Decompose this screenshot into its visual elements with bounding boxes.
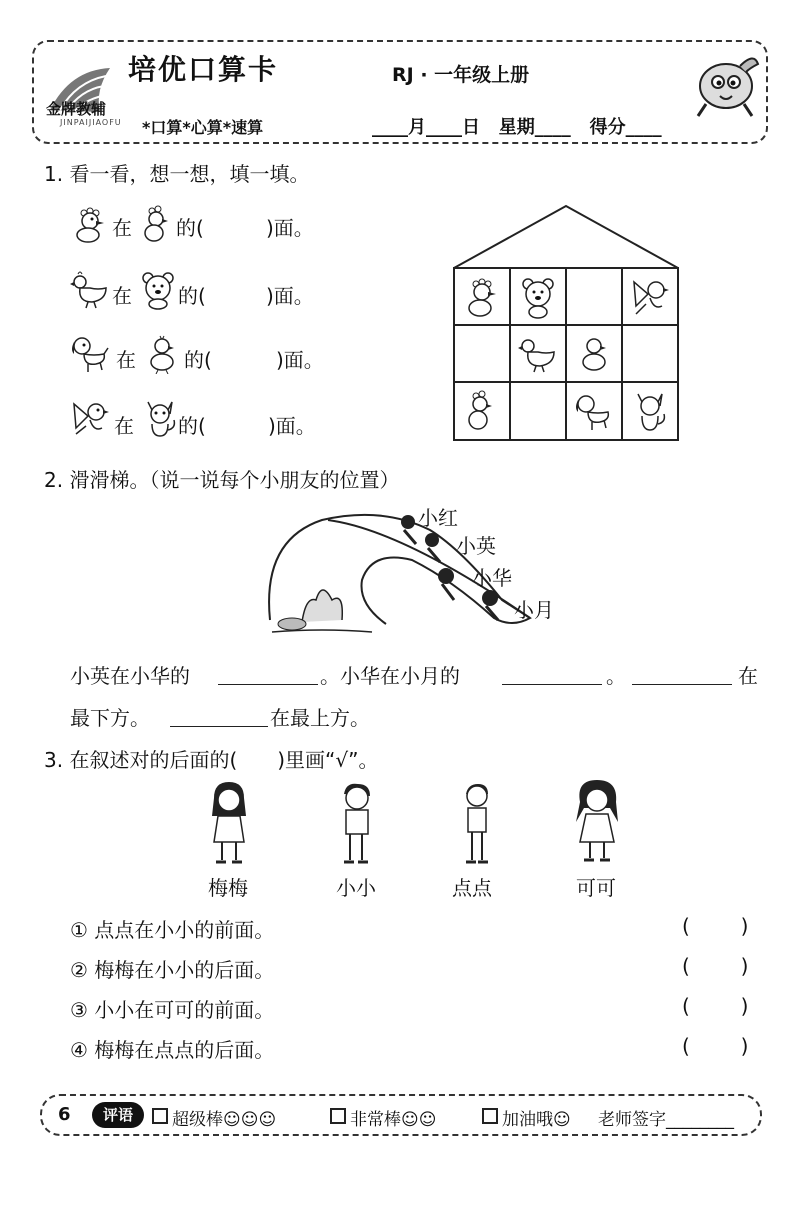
grid-bird-icon <box>634 282 669 314</box>
edition-label: RJ · 一年级上册 <box>392 64 530 86</box>
answer-blank-end: )面。 <box>266 284 314 308</box>
q2-title: 2. 滑滑梯。（说一说每个小朋友的位置） <box>44 468 400 492</box>
word-of: 的( <box>176 216 204 240</box>
hen-icon <box>70 270 110 310</box>
q2-line1-part3: 。 <box>606 664 626 688</box>
word-in: 在 <box>112 284 132 308</box>
slide-illustration <box>262 500 562 645</box>
checkbox-super[interactable] <box>152 1108 168 1124</box>
kid-label-keke: 可可 <box>576 876 616 900</box>
mascot-icon <box>684 46 764 122</box>
option-super-label: 超级棒☺☺☺ <box>172 1110 277 1130</box>
name-xiaoyue: 小月 <box>514 598 554 622</box>
grid-bear-icon <box>523 279 553 318</box>
answer-paren-2[interactable]: ( ) <box>682 954 749 978</box>
duck-with-flowers-icon <box>70 205 110 245</box>
teacher-signature: 老师签字________ <box>598 1110 734 1130</box>
answer-paren-4[interactable]: ( ) <box>682 1034 749 1058</box>
boy-xiaoxiao-icon <box>330 780 384 866</box>
statement-4: ④ 梅梅在点点的后面。 <box>70 1038 275 1062</box>
word-of: 的( <box>184 348 212 372</box>
brand-subtitle: JINPAIJIAOFU <box>60 118 122 127</box>
option-keep-going-label: 加油哦☺ <box>502 1110 571 1130</box>
name-xiaohua: 小华 <box>472 566 512 590</box>
q1-title: 1. 看一看，想一想，填一填。 <box>44 162 310 186</box>
q2-line2-part1: 最下方。 <box>70 706 150 730</box>
answer-blank[interactable] <box>632 684 732 685</box>
grid-duck-icon <box>469 391 492 429</box>
flower-icon <box>278 590 342 630</box>
checkbox-great[interactable] <box>330 1108 346 1124</box>
grid-hen-icon <box>518 340 554 372</box>
answer-blank-end: )面。 <box>276 348 324 372</box>
answer-blank[interactable] <box>218 684 318 685</box>
cat-icon <box>140 398 180 438</box>
name-xiaoying: 小英 <box>456 534 496 558</box>
grid-chick-icon <box>583 339 606 370</box>
page-title: 培优口算卡 <box>128 53 279 86</box>
word-of: 的( <box>178 284 206 308</box>
girl-meimei-icon <box>202 780 256 866</box>
answer-paren-3[interactable]: ( ) <box>682 994 749 1018</box>
chick-icon <box>142 334 182 374</box>
q2-line1-part1: 小英在小华的 <box>70 664 190 688</box>
word-in: 在 <box>112 216 132 240</box>
q2-line2-part2: 在最上方。 <box>270 706 370 730</box>
answer-paren-1[interactable]: ( ) <box>682 914 749 938</box>
girl-keke-icon <box>570 778 624 864</box>
word-of: 的( <box>178 414 206 438</box>
option-great-label: 非常棒☺☺ <box>350 1110 437 1130</box>
child-xiaohong-icon <box>401 515 416 544</box>
kid-label-meimei: 梅梅 <box>208 876 248 900</box>
date-score-line: ____月____日 星期____ 得分____ <box>372 117 662 138</box>
statement-1: ① 点点在小小的前面。 <box>70 918 275 942</box>
house-grid <box>450 200 682 445</box>
practice-modes: *口算*心算*速算 <box>142 118 264 137</box>
word-in: 在 <box>114 414 134 438</box>
name-xiaohong: 小红 <box>418 506 458 530</box>
dog-icon <box>70 334 110 374</box>
q3-title: 3. 在叙述对的后面的( )里画“√”。 <box>44 748 379 772</box>
answer-blank[interactable] <box>502 684 602 685</box>
brand-name: 金牌教辅 <box>46 100 107 118</box>
duck-icon <box>138 205 178 245</box>
boy-diandian-icon <box>450 780 504 866</box>
q2-line1-part2: 。小华在小月的 <box>320 664 460 688</box>
kid-label-xiaoxiao: 小小 <box>336 876 376 900</box>
grid-duck-with-flowers-icon <box>469 279 496 316</box>
q2-line1-part4: 在 <box>738 664 758 688</box>
bird-icon <box>70 398 110 438</box>
answer-blank-end: )面。 <box>266 216 314 240</box>
bear-icon <box>138 270 178 310</box>
grid-dog-icon <box>576 396 608 430</box>
checkbox-keep-going[interactable] <box>482 1108 498 1124</box>
kid-label-diandian: 点点 <box>452 876 492 900</box>
comment-badge: 评语 <box>92 1102 144 1128</box>
grid-cat-icon <box>638 394 664 430</box>
page-number: 6 <box>58 1104 71 1125</box>
statement-2: ② 梅梅在小小的后面。 <box>70 958 275 982</box>
word-in: 在 <box>116 348 136 372</box>
answer-blank[interactable] <box>170 726 268 727</box>
answer-blank-end: )面。 <box>268 414 316 438</box>
statement-3: ③ 小小在可可的前面。 <box>70 998 275 1022</box>
